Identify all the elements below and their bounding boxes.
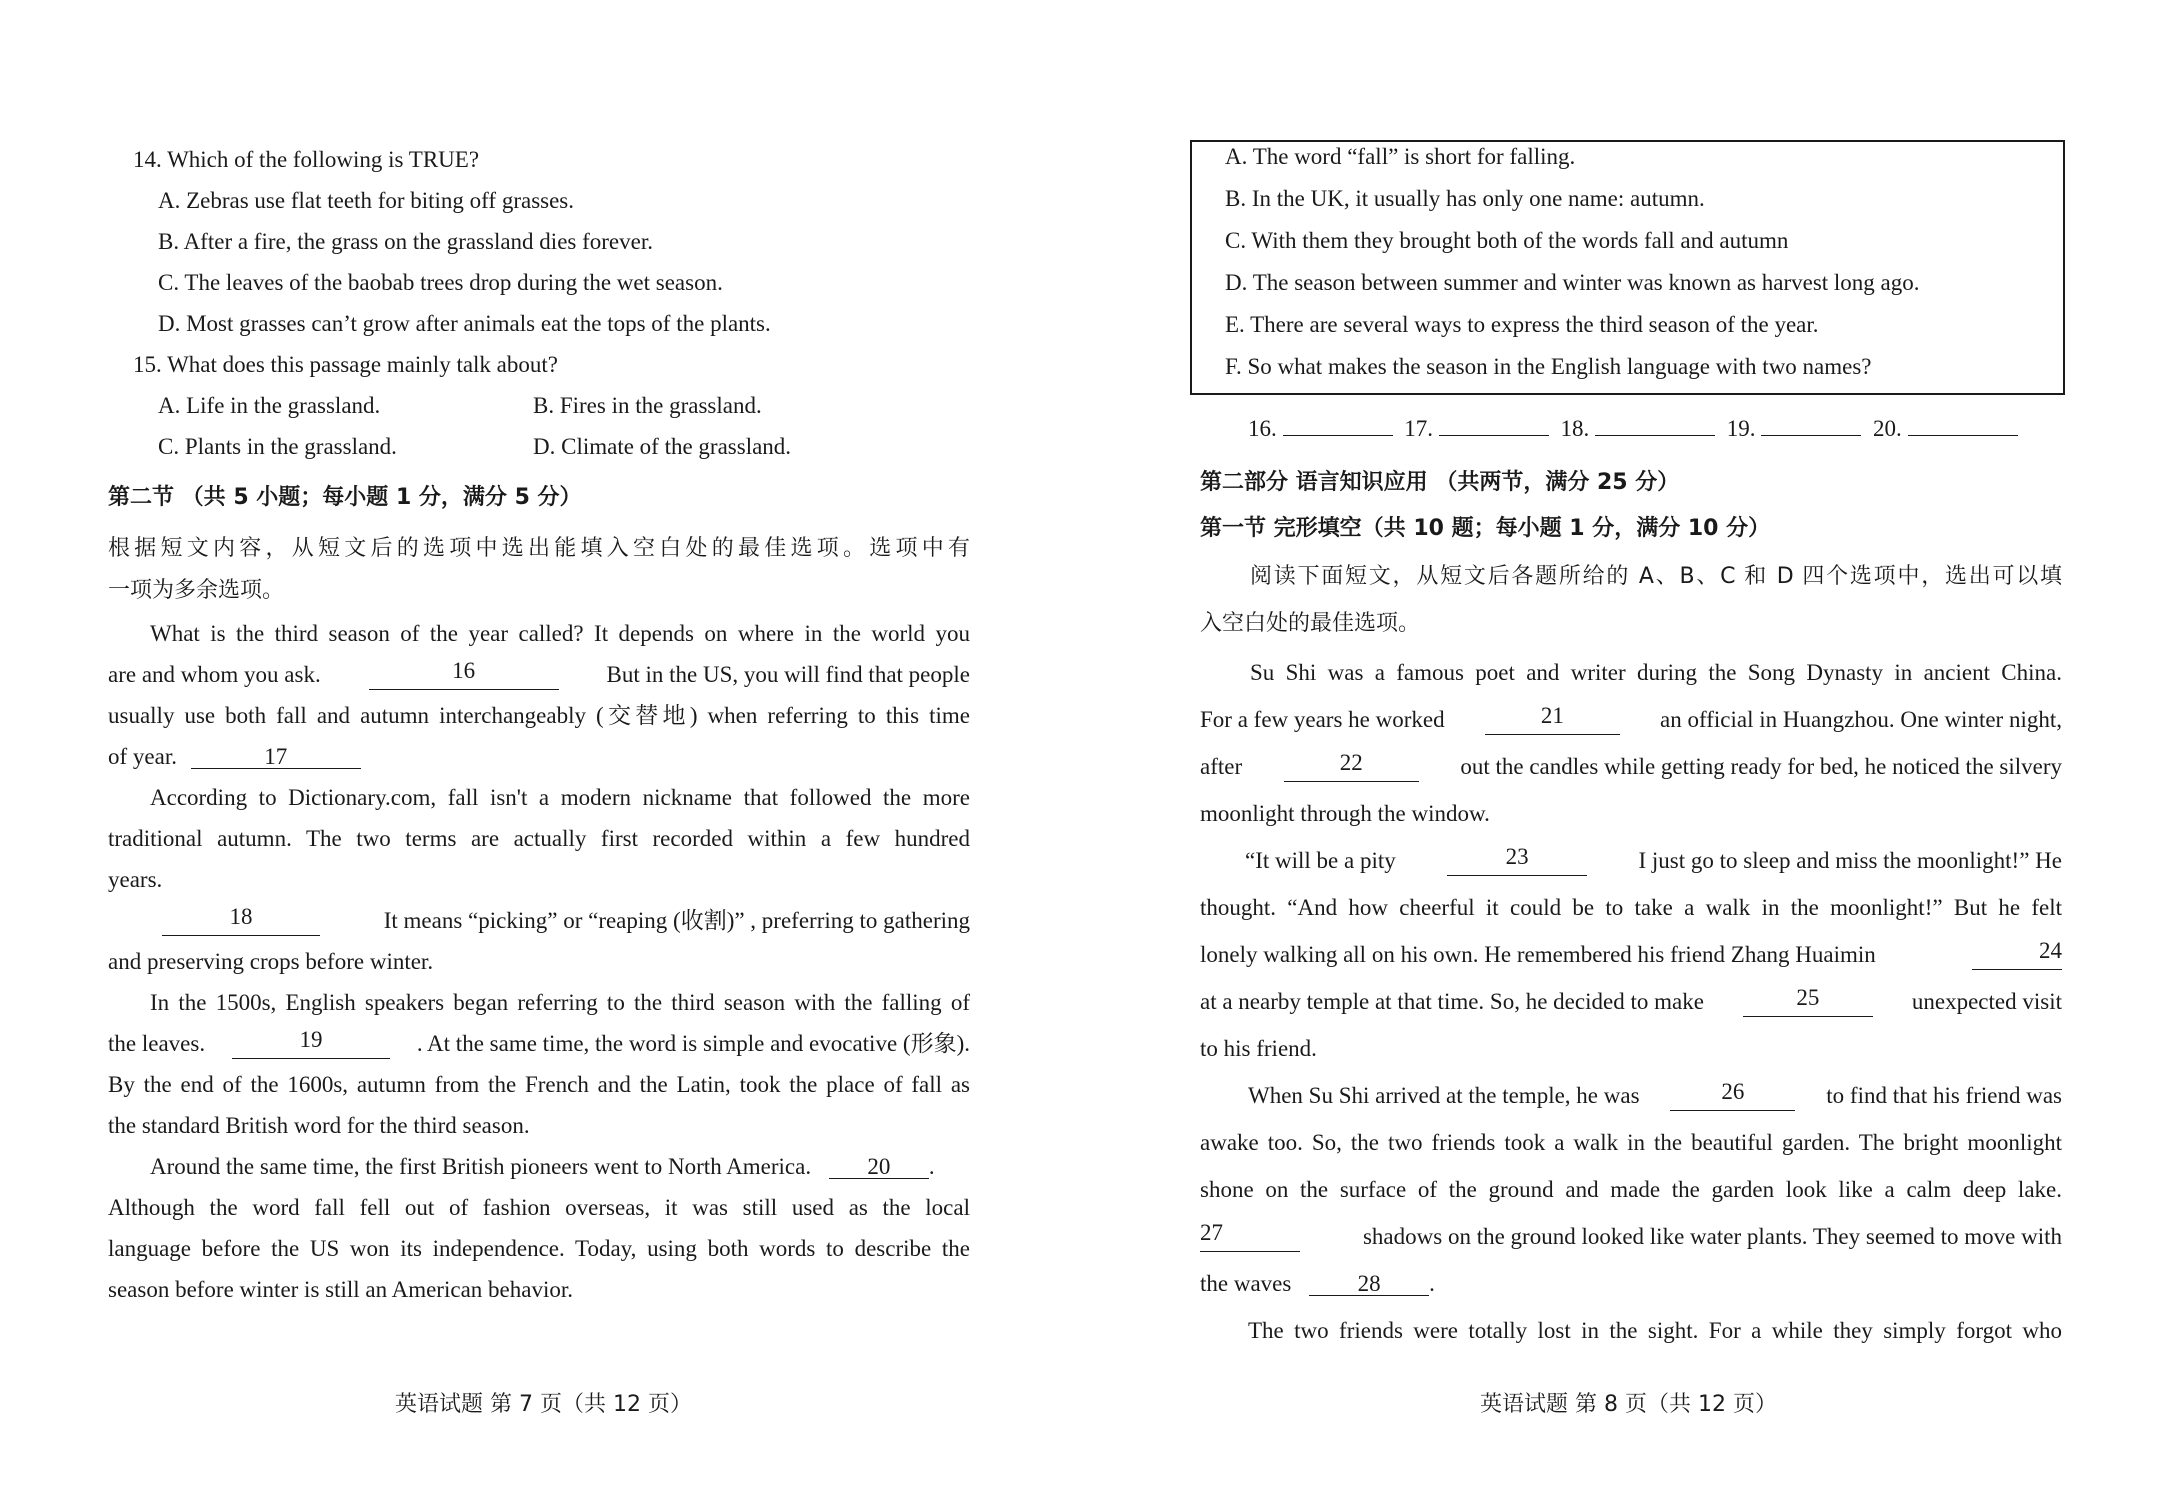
blank-28[interactable]: 28: [1309, 1273, 1429, 1296]
option-c: C. With them they brought both of the words fall and autumn: [1225, 228, 1789, 253]
passage-text: the leaves.: [108, 1031, 206, 1056]
option-d: D. The season between summer and winter was known as harvest long ago.: [1225, 270, 1920, 295]
passage-line: the waves 28 .: [1200, 1271, 1435, 1296]
passage-text: are and whom you ask.: [108, 662, 321, 687]
answer-number: 19.: [1726, 416, 1756, 441]
passage-line: By the end of the 1600s, autumn from the French and the Latin, took the place of fall as: [108, 1072, 970, 1097]
blank-26[interactable]: 26: [1670, 1081, 1795, 1111]
passage-text: I just go to sleep and miss the moonlight!” He: [1638, 848, 2062, 873]
passage-line: [162, 906, 970, 936]
passage-line: Around the same time, the first British pioneers went to North America. 20 .: [150, 1154, 935, 1179]
passage-line: moonlight through the window.: [1200, 801, 1490, 826]
passage-line: traditional autumn. The two terms are actually first recorded within a few hundred: [108, 826, 970, 851]
section-title: 第二节 （共 5 小题；每小题 1 分，满分 5 分）: [108, 485, 582, 510]
blank-22[interactable]: 22: [1284, 752, 1419, 782]
blank-18[interactable]: 18: [162, 906, 320, 936]
passage-line: season before winter is still an American behavior.: [108, 1277, 573, 1302]
passage-text: “It will be a pity: [1245, 848, 1396, 873]
passage-line: and preserving crops before winter.: [108, 949, 434, 974]
blank-17[interactable]: 17: [191, 746, 361, 769]
option-f: F. So what makes the season in the English language with two names?: [1225, 354, 1872, 379]
passage-line: [1200, 752, 2062, 782]
answer-number: 16.: [1248, 416, 1277, 441]
answer-number: 17.: [1404, 416, 1433, 441]
passage-line: language before the US won its independence. Today, using both words to describe the: [108, 1236, 970, 1261]
section-title: 第一节 完形填空（共 10 题；每小题 1 分，满分 10 分）: [1200, 516, 1771, 541]
passage-line: thought. “And how cheerful it could be to take a walk in the moonlight!” But he felt: [1200, 895, 2062, 920]
question-14-option-b: B. After a fire, the grass on the grassland dies forever.: [158, 229, 653, 254]
blank-25[interactable]: 25: [1743, 987, 1873, 1017]
option-a: A. The word “fall” is short for falling.: [1225, 144, 1576, 169]
option-b: B. In the UK, it usually has only one name: autumn.: [1225, 186, 1705, 211]
passage-text: But in the US, you will find that people: [606, 662, 970, 687]
question-14-stem: 14. Which of the following is TRUE?: [133, 147, 480, 172]
passage-line: What is the third season of the year called? It depends on where in the world you: [150, 621, 970, 646]
passage-text: It means “picking” or “reaping (收割)” , preferring to gathering: [383, 908, 970, 933]
passage-line: [108, 1029, 970, 1059]
passage-text: shadows on the ground looked like water plants. They seemed to move with: [1362, 1224, 2062, 1249]
passage-line: years.: [108, 867, 163, 892]
blank-19[interactable]: 19: [232, 1029, 390, 1059]
answer-blank-20[interactable]: [1908, 435, 2018, 436]
passage-line: awake too. So, the two friends took a walk in the beautiful garden. The bright moonlight: [1200, 1130, 2062, 1155]
blank-21[interactable]: 21: [1485, 705, 1620, 735]
question-15-option-c: C. Plants in the grassland.: [158, 434, 397, 459]
page-footer: 英语试题 第 7 页（共 12 页）: [395, 1392, 692, 1417]
passage-line: The two friends were totally lost in the sight. For a while they simply forgot who: [1248, 1318, 2062, 1343]
question-14-option-a: A. Zebras use flat teeth for biting off grasses.: [158, 188, 575, 213]
answer-row: [1248, 414, 2018, 444]
passage-line: Su Shi was a famous poet and writer during the Song Dynasty in ancient China.: [1250, 660, 2062, 685]
passage-line: According to Dictionary.com, fall isn't a modern nickname that followed the more: [150, 785, 970, 810]
answer-number: 20.: [1873, 416, 1902, 441]
passage-text: to find that his friend was: [1826, 1083, 2062, 1108]
passage-text: unexpected visit: [1911, 989, 2062, 1014]
blank-24[interactable]: 24: [1972, 940, 2062, 970]
blank-16[interactable]: 16: [369, 660, 559, 690]
passage-text: an official in Huangzhou. One winter night,: [1660, 707, 2062, 732]
instruction-line: 一项为多余选项。: [108, 578, 285, 603]
passage-line: to his friend.: [1200, 1036, 1317, 1061]
passage-text: Around the same time, the first British pioneers went to North America.: [150, 1154, 812, 1179]
part-title: 第二部分 语言知识应用 （共两节，满分 25 分）: [1200, 470, 1680, 495]
blank-23[interactable]: 23: [1447, 846, 1587, 876]
answer-blank-18[interactable]: [1595, 435, 1715, 436]
question-15-option-b: B. Fires in the grassland.: [533, 393, 762, 418]
passage-text: . At the same time, the word is simple and evocative (形象).: [416, 1031, 970, 1056]
passage-text: out the candles while getting ready for bed, he noticed the silvery: [1460, 754, 2062, 779]
passage-text: lonely walking all on his own. He remembered his friend Zhang Huaimin: [1200, 942, 1876, 967]
answer-number: 18.: [1560, 416, 1590, 441]
passage-line: [1248, 1081, 2062, 1111]
instruction-line: 根据短文内容，从短文后的选项中选出能填入空白处的最佳选项。选项中有: [108, 536, 970, 561]
passage-text: after: [1200, 754, 1243, 779]
answer-blank-17[interactable]: [1439, 435, 1549, 436]
passage-line: usually use both fall and autumn interchangeably (交替地) when referring to this time: [108, 703, 970, 728]
question-15-option-d: D. Climate of the grassland.: [533, 434, 792, 459]
passage-line: Although the word fall fell out of fashion overseas, it was still used as the local: [108, 1195, 970, 1220]
passage-line: [1200, 940, 2062, 970]
passage-line: [1245, 846, 2062, 876]
passage-text: at a nearby temple at that time. So, he decided to make: [1200, 989, 1704, 1014]
passage-line: In the 1500s, English speakers began referring to the third season with the falling of: [150, 990, 970, 1015]
instruction-line: 入空白处的最佳选项。: [1200, 611, 1421, 636]
passage-text: the waves: [1200, 1271, 1292, 1296]
option-e: E. There are several ways to express the third season of the year.: [1225, 312, 1819, 337]
passage-line: [1200, 987, 2062, 1017]
passage-line: [108, 742, 361, 772]
answer-blank-19[interactable]: [1761, 435, 1861, 436]
question-14-option-c: C. The leaves of the baobab trees drop during the wet season.: [158, 270, 723, 295]
passage-line: the standard British word for the third season.: [108, 1113, 530, 1138]
question-15-stem: 15. What does this passage mainly talk about?: [133, 352, 558, 377]
passage-line: [108, 660, 970, 690]
passage-line: shone on the surface of the ground and made the garden look like a calm deep lake.: [1200, 1177, 2062, 1202]
question-15-option-a: A. Life in the grassland.: [158, 393, 381, 418]
passage-text: For a few years he worked: [1200, 707, 1445, 732]
instruction-line: 阅读下面短文，从短文后各题所给的 A、B、C 和 D 四个选项中，选出可以填: [1250, 564, 2062, 589]
page-footer: 英语试题 第 8 页（共 12 页）: [1480, 1392, 1777, 1417]
question-14-option-d: D. Most grasses can’t grow after animals eat the tops of the plants.: [158, 311, 771, 336]
passage-line: [1200, 705, 2062, 735]
passage-text: When Su Shi arrived at the temple, he was: [1248, 1083, 1640, 1108]
blank-27[interactable]: 27: [1200, 1222, 1300, 1252]
passage-line: [1200, 1222, 2062, 1252]
answer-blank-16[interactable]: [1283, 435, 1393, 436]
passage-text: of year.: [108, 744, 177, 769]
blank-20[interactable]: 20: [829, 1156, 929, 1179]
